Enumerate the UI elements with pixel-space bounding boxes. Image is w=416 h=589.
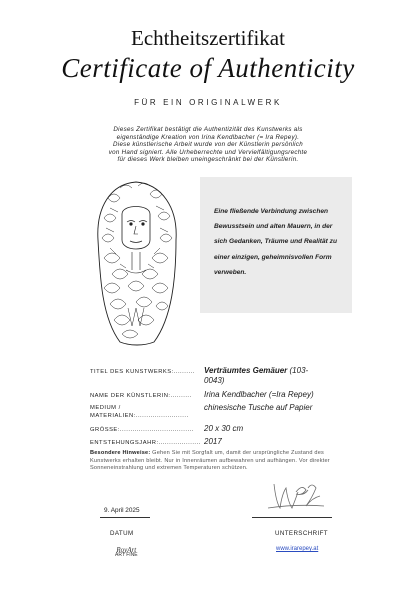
artwork-image	[90, 178, 182, 348]
artist-label: NAME DER KÜNSTLERIN:..........	[90, 393, 192, 399]
quote-line: Eine fließende Verbindung zwischen	[214, 208, 329, 215]
quote-line: einer einzigen, geheimnisvollen Form	[214, 253, 332, 261]
intro-paragraph	[78, 126, 338, 164]
notes-text: Gehen Sie mit Sorgfalt um, damit der ursprüngliche Zustand des Kunstwerks erhalten bleibt. Nur in Innenräumen aufbewahren und aufhängen. Vor direkter Sonneneinstrahlung und extremen Temperaturen schützen.	[90, 450, 330, 472]
gallery-logo	[115, 548, 138, 558]
notes-heading: Besondere Hinweise:	[90, 450, 151, 456]
certificate-title-english: Certificate of Authenticity	[61, 53, 355, 83]
intro-line: Dieses Zertifikat bestätigt die Authentizität des Kunstwerks als	[113, 126, 303, 133]
intro-line: eigenständige Kreation von Irina Kendlbacher (= Ira Repey).	[116, 133, 300, 141]
year-label: ENTSTEHUNGSJAHR:....................	[90, 440, 201, 446]
medium-label-line: MEDIUM /	[90, 405, 121, 411]
artwork-quote	[214, 204, 344, 280]
medium-label-line: MATERIALIEN:.........................	[90, 413, 189, 419]
signature-label: UNTERSCHRIFT	[275, 530, 328, 537]
intro-line: von Hand signiert. Alle Urheberrechte und Vervielfältigungsrechte	[108, 148, 308, 156]
intro-line: für dieses Werk bleiben uneingeschränkt bei der Künstlerin.	[117, 156, 299, 164]
title-value-name: Verträumtes Gemäuer	[204, 366, 288, 375]
quote-line: Bewusstsein und alten Mauern, in der	[214, 223, 333, 231]
artist-value: Irina Kendlbacher (=Ira Repey)	[204, 390, 314, 399]
signature-line	[252, 517, 332, 518]
size-label: GRÖSSE:...................................	[90, 427, 194, 433]
size-value: 20 x 30 cm	[204, 424, 244, 433]
website-link[interactable]: www.irarepey.at	[276, 546, 319, 552]
title-value-number-cont: 0043)	[204, 376, 225, 385]
date-line	[100, 517, 150, 518]
certificate-title-german: Echtheitszertifikat	[131, 26, 285, 50]
logo-name: RoyArt	[116, 546, 137, 554]
logo-tagline: ART FINE	[115, 552, 138, 558]
artist-signature	[264, 478, 328, 514]
certificate-subtitle: FÜR EIN ORIGINALWERK	[134, 98, 282, 107]
special-notes	[90, 450, 342, 473]
quote-line: sich Gedanken, Träume und Realität zu	[214, 238, 337, 246]
date-label: DATUM	[110, 530, 134, 537]
issue-date: 9. April 2025	[104, 507, 140, 514]
year-value: 2017	[204, 437, 222, 446]
intro-line: Diese künstlerische Arbeit wurde von der Künstlerin persönlich	[113, 141, 303, 149]
medium-label	[90, 404, 200, 420]
title-value	[204, 366, 334, 386]
title-label: TITEL DES KUNSTWERKS:..........	[90, 369, 195, 375]
quote-line: verweben.	[214, 268, 247, 276]
title-value-number: (103-	[287, 366, 309, 375]
medium-value: chinesische Tusche auf Papier	[204, 403, 313, 412]
